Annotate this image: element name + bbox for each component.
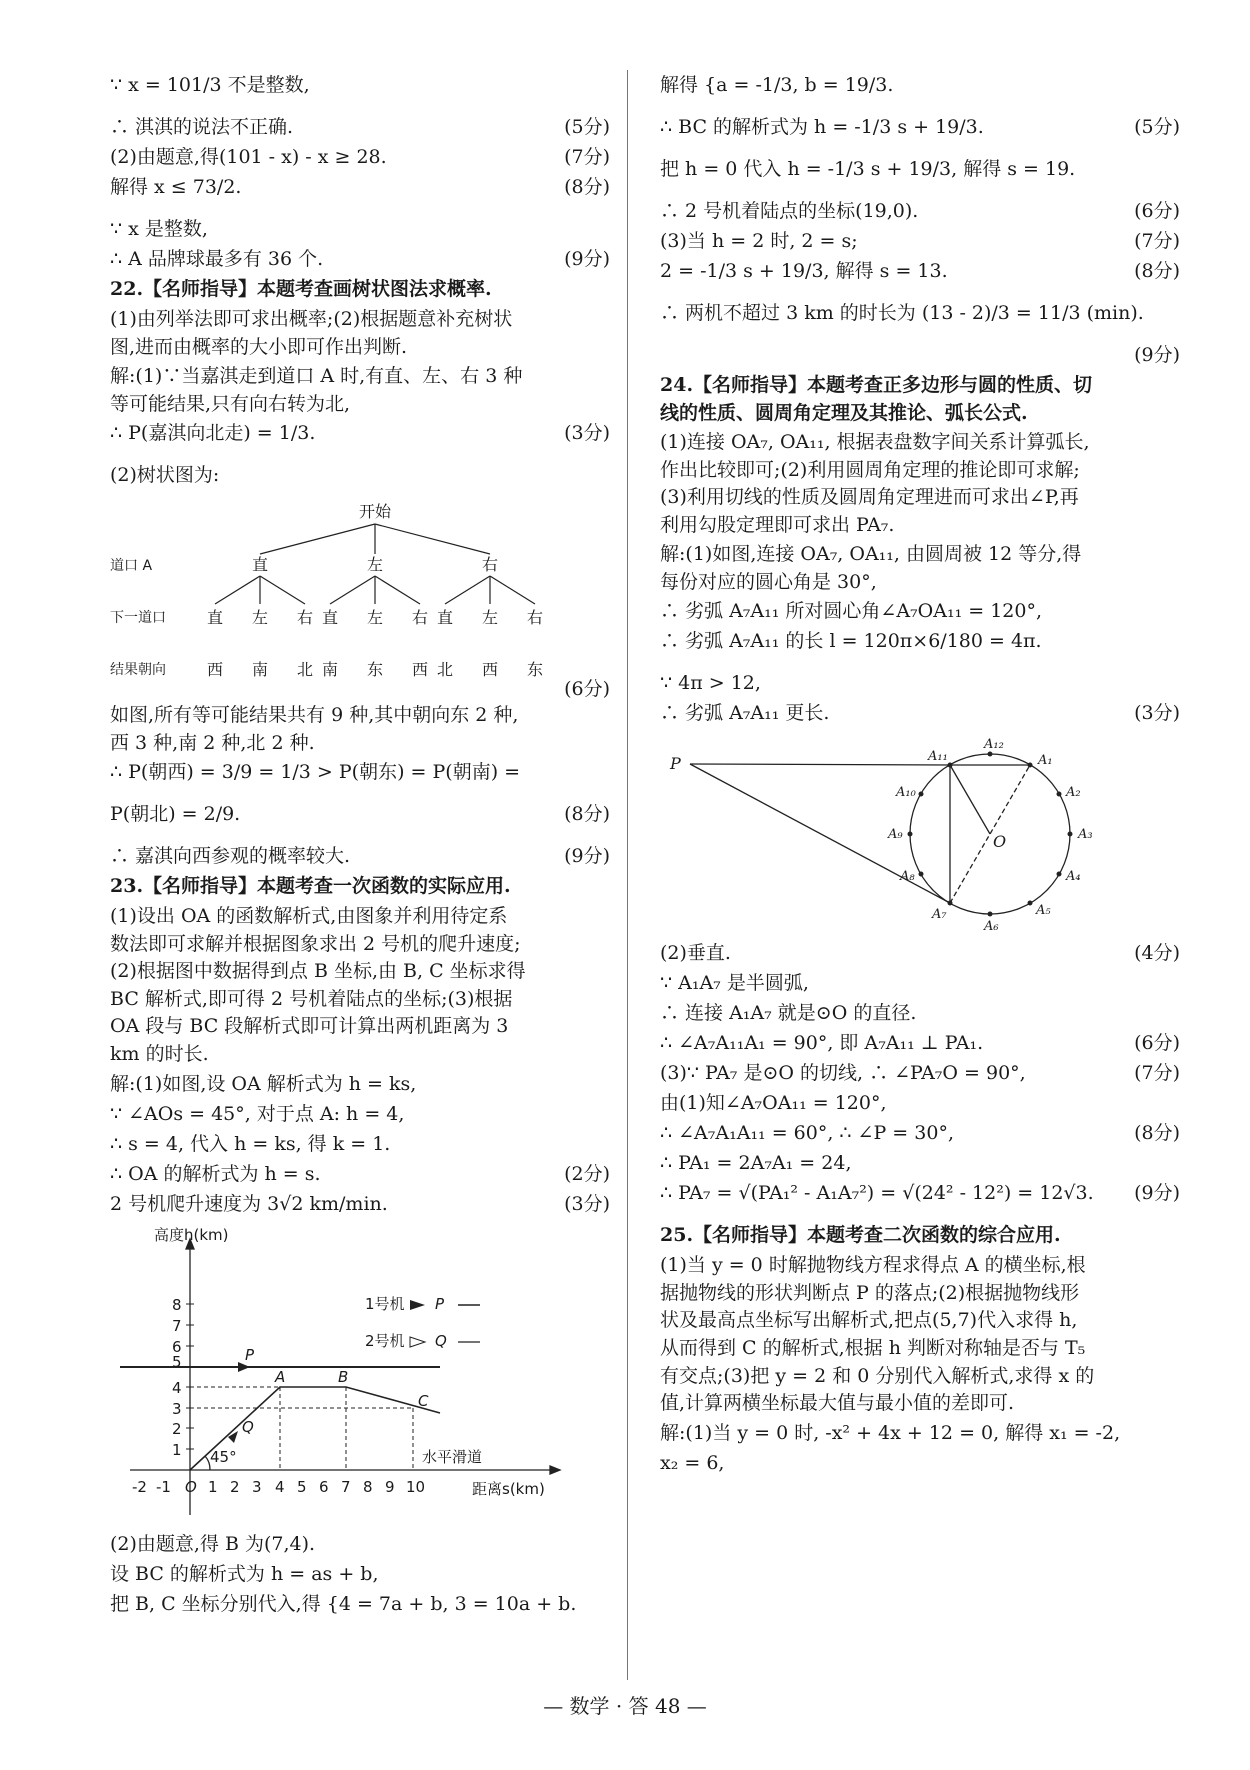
tree-result: 西 <box>411 660 428 680</box>
legend1-symbol: P <box>435 1294 445 1313</box>
text-line: ∴ 劣弧 A₇A₁₁ 更长. (3分) <box>660 700 1180 728</box>
tree-result: 东 <box>526 660 543 680</box>
y-tick-label: 1 <box>172 1440 182 1459</box>
score-label: (9分) <box>564 248 610 270</box>
text-line: ∴ 嘉淇向西参观的概率较大. (9分) <box>110 843 610 871</box>
score-label: (6分) <box>1134 200 1180 222</box>
section-heading-22: 22.【名师指导】本题考查画树状图法求概率. <box>110 278 492 300</box>
row-label: 下一道口 <box>110 610 166 627</box>
legend1-label: 1号机 <box>365 1294 405 1313</box>
score-label: (7分) <box>1134 1062 1180 1085</box>
text-line: (2)由题意,得 B 为(7,4). <box>110 1532 316 1555</box>
text-line: ∴ ∠A₇A₁₁A₁ = 90°, 即 A₇A₁₁ ⊥ PA₁. (6分) <box>660 1030 1180 1058</box>
x-tick-label: 10 <box>406 1477 426 1496</box>
point-Q-label: Q <box>242 1417 254 1436</box>
section-heading-23: 23.【名师指导】本题考查一次函数的实际应用. <box>110 875 511 898</box>
legend1-arrow <box>410 1300 425 1310</box>
text-line: 由(1)知∠A₇OA₁₁ = 120°, <box>660 1092 887 1115</box>
text-line: (3)当 h = 2 时, 2 = s; (7分) <box>660 228 1180 256</box>
label-A3: A₃ <box>1078 827 1093 843</box>
tree-node-level1: 右 <box>481 555 498 575</box>
right-block-1 <box>660 72 1180 728</box>
y-tick-label: 8 <box>172 1295 182 1314</box>
x-tick-label: 6 <box>319 1477 329 1496</box>
text-line: ∴ P(朝西) = 3/9 = 1/3 > P(朝东) = P(朝南) = <box>110 761 521 784</box>
text-line: ∵ x = 101/3 不是整数, <box>110 74 310 96</box>
text-line: (3)∵ PA₇ 是⊙O 的切线, ∴ ∠PA₇O = 90°, (7分) <box>660 1060 1180 1088</box>
text-line: ∴ s = 4, 代入 h = ks, 得 k = 1. <box>110 1132 391 1155</box>
y-tick-label: 5 <box>172 1352 182 1371</box>
score-label: (5分) <box>564 116 610 138</box>
tree-node-level1: 左 <box>366 555 383 575</box>
score-label: (3分) <box>1134 702 1180 725</box>
score-label: (3分) <box>564 1192 610 1215</box>
text-line: (2)垂直. (4分) <box>660 940 1180 968</box>
text-line: 把 B, C 坐标分别代入,得 {4 = 7a + b, 3 = 10a + b. <box>110 1592 577 1615</box>
tree-node-level2: 直 <box>206 608 223 628</box>
tree-result: 西 <box>206 660 223 680</box>
label-A7: A₇ <box>932 907 947 923</box>
tree-edge <box>375 524 490 554</box>
score-label: (8分) <box>1134 1122 1180 1145</box>
tree-root: 开始 <box>358 502 391 522</box>
point-A7 <box>948 901 953 906</box>
x-tick-label: 9 <box>385 1477 395 1496</box>
y-tick-label: 4 <box>172 1378 182 1397</box>
point-A5 <box>1028 901 1033 906</box>
score-label: (5分) <box>1134 116 1180 138</box>
point-A4 <box>1057 872 1062 877</box>
text-line: P(朝北) = 2/9. (8分) <box>110 801 610 841</box>
label-A8: A₈ <box>900 869 915 885</box>
tree-edge <box>260 524 375 554</box>
text-line: ∴ 淇淇的说法不正确. (5分) <box>110 114 610 142</box>
x-tick-label: 5 <box>297 1477 307 1496</box>
x-tick-label: 2 <box>230 1477 240 1496</box>
text-line: 解得 x ≤ 73/2. (8分) <box>110 174 610 214</box>
x-tick-label: 3 <box>252 1477 262 1496</box>
label-A12: A₁₂ <box>984 737 1004 753</box>
label-A11: A₁₁ <box>928 749 948 765</box>
text-line: ∵ x 是整数, <box>110 218 208 240</box>
tree-node-level2: 右 <box>411 608 428 628</box>
text-line: 解得 {a = -1/3, b = 19/3. <box>660 74 894 96</box>
score-label: (3分) <box>564 422 610 445</box>
y-tick-label: 6 <box>172 1337 182 1356</box>
left-block-1 <box>110 72 610 490</box>
score-label: (8分) <box>564 803 610 826</box>
text-line: ∴ 劣弧 A₇A₁₁ 所对圆心角∠A₇OA₁₁ = 120°, <box>660 600 1043 623</box>
row-label: 结果朝向 <box>110 662 166 679</box>
point-A11 <box>948 763 953 768</box>
graph-xlabel: 距离s(km) <box>472 1479 545 1498</box>
label-A6: A₆ <box>984 919 999 935</box>
probability-tree-diagram <box>110 496 610 701</box>
runway-label: 水平滑道 <box>422 1447 483 1466</box>
text-line: (1)由列举法即可求出概率;(2)根据题意补充树状图,进而由概率的大小即可作出判断. <box>110 308 513 358</box>
text-line: 解:(1)当 y = 0 时, -x² + 4x + 12 = 0, 解得 x₁ = -2, <box>660 1421 1121 1444</box>
point-A3 <box>1068 832 1073 837</box>
text-line: ∴ PA₇ = √(PA₁² - A₁A₇²) = √(24² - 12²) = 12√3. (9分) <box>660 1180 1180 1220</box>
text-line: x₂ = 6, <box>660 1451 725 1474</box>
text-line: ∴ BC 的解析式为 h = -1/3 s + 19/3. (5分) <box>660 114 1180 154</box>
text-line: ∴ A 品牌球最多有 36 个. (9分) <box>110 246 610 274</box>
left-block-2 <box>110 702 610 1218</box>
x-tick-label: O <box>185 1477 197 1496</box>
label-A10: A₁₀ <box>896 785 916 801</box>
text-line: 2 号机爬升速度为 3√2 km/min. (3分) <box>110 1191 610 1219</box>
text-line: 解:(1)如图,连接 OA₇, OA₁₁, 由圆周被 12 等分,得每份对应的圆心角是 30°, <box>660 543 1082 593</box>
text-line: ∵ A₁A₇ 是半圆弧, <box>660 972 809 995</box>
x-tick-label: 8 <box>363 1477 373 1496</box>
text-line: 设 BC 的解析式为 h = as + b, <box>110 1562 379 1585</box>
legend2-label: 2号机 <box>365 1331 405 1350</box>
text-line: (2)树状图为: <box>110 464 220 487</box>
label-A9: A₉ <box>888 827 903 843</box>
line-A11O <box>950 765 990 834</box>
legend2-arrow <box>410 1337 425 1347</box>
label-O: O <box>993 832 1007 852</box>
y-tick-label: 7 <box>172 1316 182 1335</box>
point-A-label: A <box>275 1367 286 1386</box>
point-A6 <box>988 912 993 917</box>
tree-node-level2: 左 <box>366 608 383 628</box>
tree-node-level2: 直 <box>436 608 453 628</box>
tree-result: 北 <box>436 660 453 680</box>
score-label: (2分) <box>564 1162 610 1185</box>
point-A9 <box>908 832 913 837</box>
text-line: ∴ OA 的解析式为 h = s. (2分) <box>110 1161 610 1189</box>
tree-edge <box>490 576 535 604</box>
right-block-2 <box>660 940 1180 1477</box>
text-line: (1)设出 OA 的函数解析式,由图象并利用待定系数法即可求解并根据图象求出 2 号机的爬升速度;(2)根据图中数据得到点 B 坐标,由 B, C 坐标求得 BC 解析式,即可得 2 号机着陆点的坐标;(3)根据 OA 段与 BC 段解析式即可计算出两机距离为 3 km 的时长. <box>110 905 526 1066</box>
text-line: (1)当 y = 0 时解抛物线方程求得点 A 的横坐标,根据抛物线的形状判断点 P 的落点;(2)根据抛物线形状及最高点坐标写出解析式,把点(5,7)代入求得 h,从而得到 C 的解析式,根据 h 判断对称轴是否与 T₅ 有交点;(3)把 y = 2 和 0 分别代入解析式,求得 x 的值,计算两横坐标最大值与最小值的差即可. <box>660 1254 1095 1415</box>
point-A8 <box>919 872 924 877</box>
tree-node-level2: 直 <box>321 608 338 628</box>
tree-node-level2: 右 <box>526 608 543 628</box>
label-A4: A₄ <box>1066 869 1081 885</box>
text-line: 解:(1)如图,设 OA 解析式为 h = ks, <box>110 1072 417 1095</box>
tree-node-level2: 左 <box>481 608 498 628</box>
point-B-label: B <box>338 1367 349 1386</box>
x-tick-label: 4 <box>275 1477 285 1496</box>
point-A10 <box>919 792 924 797</box>
x-axis-arrow <box>550 1466 560 1474</box>
text-line: ∴ 2 号机着陆点的坐标(19,0). (6分) <box>660 198 1180 226</box>
text-line <box>660 342 1180 370</box>
text-line: ∴ PA₁ = 2A₇A₁ = 24, <box>660 1152 852 1175</box>
point-A1 <box>1028 763 1033 768</box>
score-label: (8分) <box>564 176 610 198</box>
tree-node-level2: 右 <box>296 608 313 628</box>
score-label: (7分) <box>1134 230 1180 252</box>
section-heading-24: 24.【名师指导】本题考查正多边形与圆的性质、切线的性质、圆周角定理及其推论、弧长公式. <box>660 374 1093 424</box>
tree-edge <box>375 576 420 604</box>
tree-edge <box>330 576 375 604</box>
tree-edge <box>260 576 305 604</box>
page-footer: — 数学 · 答 48 — <box>543 1694 707 1718</box>
text-line: 如图,所有等可能结果共有 9 种,其中朝向东 2 种,西 3 种,南 2 种,北 2 种. <box>110 704 519 754</box>
label-A5: A₅ <box>1036 903 1051 919</box>
point-P-label: P <box>245 1345 255 1364</box>
score-label: (4分) <box>1134 942 1180 965</box>
text-line: ∴ 两机不超过 3 km 的时长为 (13 - 2)/3 = 11/3 (min). <box>660 302 1144 324</box>
row-label: 道口 A <box>110 558 153 575</box>
x-tick-label: -2 <box>132 1477 147 1496</box>
score-label: (6分) <box>564 678 610 701</box>
line-PA11 <box>690 764 950 765</box>
text-line: 2 = -1/3 s + 19/3, 解得 s = 13. (8分) <box>660 258 1180 298</box>
tree-result: 南 <box>251 660 268 680</box>
text-line: ∵ 4π > 12, <box>660 672 761 695</box>
circle-canvas <box>660 734 1180 934</box>
tree-result: 南 <box>321 660 338 680</box>
x-tick-label: -1 <box>156 1477 171 1496</box>
x-tick-label: 1 <box>208 1477 218 1496</box>
text-line: (1)连接 OA₇, OA₁₁, 根据表盘数字间关系计算弧长,作出比较即可;(2)利用圆周角定理的推论即可求解;(3)利用切线的性质及圆周角定理进而可求出∠P,再利用勾股定理即可求出 PA₇. <box>660 431 1090 536</box>
score-label: (9分) <box>564 845 610 868</box>
text-line: ∵ ∠AOs = 45°, 对于点 A: h = 4, <box>110 1102 405 1125</box>
left-block-3 <box>110 1531 610 1631</box>
label-A2: A₂ <box>1066 785 1081 801</box>
circle-tangent-figure <box>660 734 1180 934</box>
tree-edge <box>445 576 490 604</box>
x-tick-label: 7 <box>341 1477 351 1496</box>
score-label: (8分) <box>1134 260 1180 282</box>
label-A1: A₁ <box>1038 753 1053 769</box>
column-divider <box>627 70 628 1680</box>
label-P: P <box>670 754 681 774</box>
legend2-symbol: Q <box>435 1331 447 1350</box>
tree-edge <box>215 576 260 604</box>
section-heading-25: 25.【名师指导】本题考查二次函数的综合应用. <box>660 1224 1061 1247</box>
text-line: 解:(1)∵当嘉淇走到道口 A 时,有直、左、右 3 种等可能结果,只有向右转为北, <box>110 365 523 415</box>
point-A2 <box>1057 792 1062 797</box>
text-line: 把 h = 0 代入 h = -1/3 s + 19/3, 解得 s = 19. <box>660 158 1076 180</box>
y-tick-label: 2 <box>172 1419 182 1438</box>
tree-result: 东 <box>366 660 383 680</box>
score-label: (7分) <box>564 146 610 168</box>
text-line: ∴ 劣弧 A₇A₁₁ 的长 l = 120π×6/180 = 4π. <box>660 630 1042 653</box>
point-C-label: C <box>418 1391 429 1410</box>
angle-label: 45° <box>210 1447 237 1466</box>
score-label: (9分) <box>1134 344 1180 366</box>
text-line: (2)由题意,得(101 - x) - x ≥ 28. (7分) <box>110 144 610 172</box>
text-line: ∴ ∠A₇A₁A₁₁ = 60°, ∴ ∠P = 30°, (8分) <box>660 1120 1180 1148</box>
tree-node-level1: 直 <box>251 555 268 575</box>
tree-result: 北 <box>296 660 313 680</box>
y-tick-label: 3 <box>172 1399 182 1418</box>
text-line: ∴ P(嘉淇向北走) = 1/3. (3分) <box>110 420 610 460</box>
text-line: ∴ 连接 A₁A₇ 就是⊙O 的直径. <box>660 1002 917 1025</box>
tree-result: 西 <box>481 660 498 680</box>
score-label: (6分) <box>1134 1032 1180 1055</box>
altitude-distance-graph <box>110 1225 610 1525</box>
tree-node-level2: 左 <box>251 608 268 628</box>
score-label: (9分) <box>1134 1182 1180 1205</box>
right-column <box>660 70 1180 1480</box>
left-column <box>110 70 610 1633</box>
graph-ylabel: 高度h(km) <box>154 1225 229 1244</box>
